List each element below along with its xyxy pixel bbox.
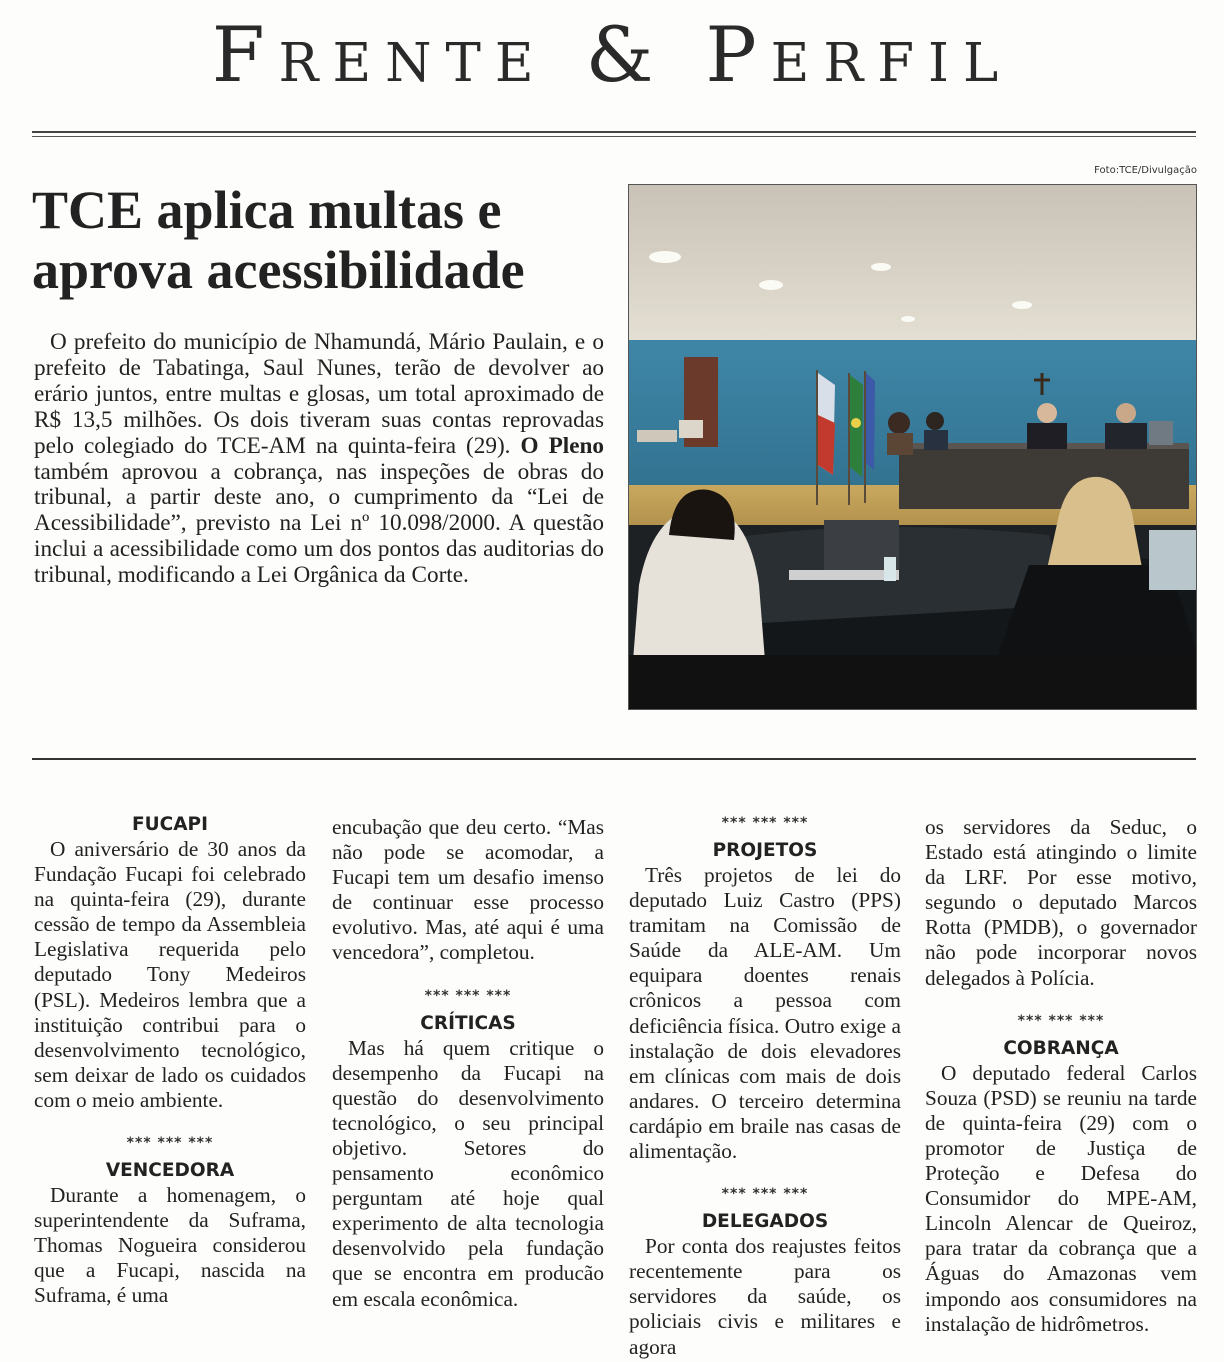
masthead-rule	[32, 131, 1196, 137]
section-rule	[32, 758, 1196, 760]
fucapi-text: O aniversário de 30 anos da Fundação Fucapi foi celebrado na quinta-feira (29), durante cessão de tempo da Assembleia Legislativa requerida pelo deputado Tony Medeiros (PSL). Medeiros lembra que a instituição contribui para o desenvolvimento tecnológico, sem deixar de lado os cuidados com o meio ambiente.	[34, 837, 306, 1112]
col2-continuation: encubação que deu certo. “Mas não pode se acomodar, a Fucapi tem um desafio imenso de continuar esse processo evolutivo. Mas, até aqui é uma vencedora”, completou.	[332, 815, 604, 965]
criticas-title: CRÍTICAS	[420, 1012, 516, 1034]
vencedora-text: Durante a homenagem, o superintendente da Suframa, Thomas Nogueira considerou que a Fucapi, nascida na Suframa, é uma	[34, 1183, 306, 1308]
separator-stars: *** *** ***	[126, 1135, 214, 1152]
separator-stars: *** *** ***	[424, 987, 512, 1004]
lead-paragraph	[34, 330, 604, 589]
lead-text-2: também aprovou a cobrança, nas inspeções de obras do tribunal, a partir deste ano, o cumprimento da “Lei de Acessibilidade”, previsto na Lei nº 10.098/2000. A questão inclui a acessibilidade como um dos pontos das auditorias do tribunal, modificando a Lei Orgânica da Corte.	[34, 458, 604, 589]
criticas-text: Mas há quem critique o desempenho da Fucapi na questão do desenvolvimento tecnológico, o seu principal objetivo. Setores do pensamento econômico perguntam até hoje qual experimento de alta tecnologia desenvolvido pela fundação que se encontra em producão em escala econômica.	[332, 1035, 604, 1311]
projetos-title: PROJETOS	[712, 840, 818, 861]
photo-credit: Foto:TCE/Divulgação	[1094, 165, 1197, 176]
cobranca-text: O deputado federal Carlos Souza (PSD) se reuniu na tarde de quinta-feira (29) com o promotor de Justiça de Proteção e Defesa do Consumidor do MPE-AM, Lincoln Alencar de Queiroz, para tratar da cobrança que a Águas do Amazonas vem impondo aos consumidores na instalação de hidrômetros.	[925, 1060, 1197, 1336]
delegados-text: Por conta dos reajustes feitos recentemente para os servidores da saúde, os policiais civis e militares e agora	[629, 1234, 901, 1359]
separator-stars: *** *** ***	[1017, 1012, 1105, 1029]
projetos-text: Três projetos de lei do deputado Luiz Castro (PPS) tramitam na Comissão de Saúde da ALE-AM. Um equipara doentes renais crônicos a pessoa com deficiência física. Outro exige a instalação de dois elevadores em clínicas com mais de dois andares. O terceiro determina cardápio em braile nas casas de alimentação.	[629, 863, 901, 1164]
headline: TCE aplica multas e aprova acessibilidade	[32, 180, 525, 300]
delegados-title: DELEGADOS	[701, 1211, 829, 1233]
column-2	[332, 815, 604, 1312]
fucapi-title: FUCAPI	[132, 814, 208, 835]
separator-stars: *** *** ***	[721, 815, 809, 831]
separator-stars: *** *** ***	[721, 1186, 809, 1203]
column-3	[629, 811, 901, 1360]
column-4	[925, 815, 1197, 1337]
column-1	[34, 810, 306, 1309]
masthead: Frente & Perfil	[211, 10, 1013, 99]
lead-text-1: O prefeito do município de Nhamundá, Mário Paulain, e o prefeito de Tabatinga, Saul Nunes, terão de devolver ao erário juntos, entre multas e glosas, um total aproximado de R$ 13,5 milhões. Os dois tiveram suas contas reprovadas pelo colegiado do TCE-AM na quinta-feira (29).	[34, 329, 604, 459]
cobranca-title: COBRANÇA	[1003, 1037, 1119, 1059]
session-photo	[628, 184, 1197, 710]
lead-bold: O Pleno	[520, 432, 604, 459]
col4-continuation: os servidores da Seduc, o Estado está atingindo o limite da LRF. Por esse motivo, segundo o deputado Marcos Rotta (PMDB), o governador não pode incorporar novos delegados à Polícia.	[925, 815, 1197, 990]
vencedora-title: VENCEDORA	[105, 1160, 235, 1182]
